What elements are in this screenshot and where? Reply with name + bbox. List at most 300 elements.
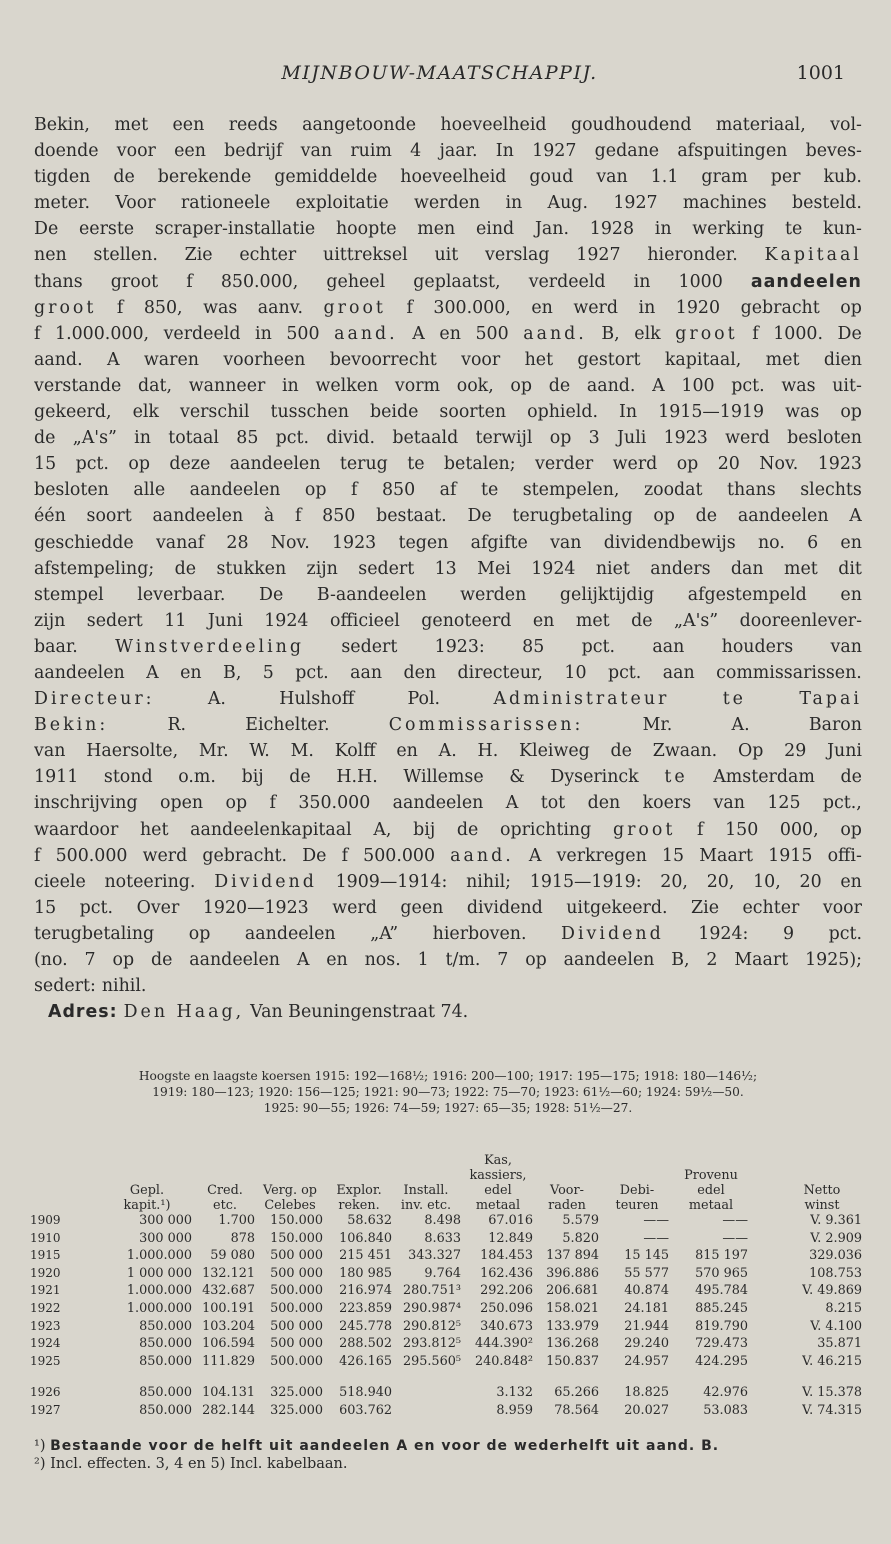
word: op — [653, 506, 675, 527]
table-cell: 8.959 — [496, 1402, 533, 1418]
word: 1927 — [576, 245, 621, 266]
word: In — [619, 402, 638, 423]
table-cell: 35.871 — [817, 1336, 862, 1352]
word: 500 — [286, 323, 320, 344]
word: aandeelenkapitaal — [190, 819, 352, 840]
word: kun- — [823, 219, 862, 240]
word: 28 — [226, 532, 249, 553]
koersen-block — [34, 1068, 862, 1116]
word: Hulshoff — [279, 689, 355, 710]
table-cell: 280.751³ — [402, 1283, 461, 1299]
table-cell: 100.191 — [202, 1300, 255, 1316]
table-cell: 137 894 — [546, 1248, 599, 1264]
koers-line: 1925: 90—55; 1926: 74—59; 1927: 65—35; 1928: 51½—27. — [263, 1101, 633, 1115]
word: B, — [601, 323, 620, 344]
word: 1 — [417, 950, 429, 970]
word: 20, — [660, 871, 688, 892]
word: geen — [400, 897, 444, 918]
word: afstempeling; — [34, 558, 155, 579]
text-line — [34, 973, 862, 999]
word: was — [781, 375, 816, 396]
word: Amsterdam — [713, 767, 815, 788]
word: te — [480, 480, 499, 501]
word: A — [106, 349, 120, 370]
word: 1915—1919 — [658, 402, 765, 423]
text-line — [34, 764, 862, 790]
word: uit — [434, 245, 459, 266]
table-cell: V. 2.909 — [810, 1230, 862, 1246]
word: 1000. — [773, 323, 823, 344]
word: verslag — [485, 245, 550, 266]
table-row — [30, 1248, 862, 1266]
word: verkregen — [556, 845, 647, 866]
word: f — [341, 845, 348, 866]
word: hoeveelheid — [440, 115, 547, 135]
word: 1923 — [817, 454, 862, 475]
word: werden — [413, 193, 481, 214]
word: 1928 — [589, 219, 635, 240]
word: op — [676, 454, 699, 475]
table-cell: 3.132 — [496, 1385, 533, 1401]
word: pct., — [822, 793, 862, 814]
word: A — [652, 375, 665, 396]
word: besloten — [34, 480, 109, 501]
table-cell: 518.940 — [339, 1385, 392, 1401]
table-row — [30, 1301, 862, 1319]
table-cell: —— — [722, 1213, 748, 1228]
word: aandeelen — [189, 950, 280, 970]
footnotes — [34, 1437, 862, 1473]
word: den — [587, 793, 621, 814]
word: voor — [461, 349, 501, 370]
word: sedert — [341, 636, 398, 657]
word: 10 — [564, 662, 587, 683]
word: houders — [721, 636, 794, 657]
word: verstande — [34, 375, 122, 396]
word: gekeerd, — [34, 402, 112, 423]
table-cell: 340.673 — [480, 1318, 533, 1334]
table-cell: 162.436 — [480, 1265, 533, 1281]
word: f — [34, 845, 41, 866]
table-cell: 1.000.000 — [126, 1283, 192, 1299]
word: Dividend — [214, 871, 317, 892]
word: berekende — [157, 167, 252, 188]
word: 7 — [497, 950, 509, 970]
table-cell: 495.784 — [695, 1283, 748, 1299]
table-cell: 325.000 — [270, 1402, 323, 1418]
text-line — [34, 295, 862, 321]
table-cell: 500 000 — [270, 1248, 323, 1264]
word: W. — [249, 741, 270, 762]
table-cell: 570 965 — [695, 1265, 748, 1281]
adres-part: Van Beuningenstraat 74. — [250, 1002, 469, 1023]
table-cell: 295.560⁵ — [402, 1353, 461, 1369]
word: De — [34, 219, 59, 240]
word: werking — [692, 219, 765, 240]
word: afgestempeld — [687, 584, 807, 605]
word: betalen; — [443, 454, 516, 475]
word: 2 — [706, 950, 718, 970]
word: 15 — [34, 454, 57, 475]
word: aandeelen — [229, 454, 321, 475]
word: dooreenlever- — [739, 610, 862, 631]
word: 1924 — [531, 558, 576, 579]
page-number: 1001 — [796, 62, 845, 84]
word: Mei — [477, 558, 511, 579]
word: de — [610, 741, 632, 762]
table-cell: 815 197 — [695, 1248, 748, 1264]
word: af — [439, 480, 457, 501]
text-line — [34, 399, 862, 425]
word: kub. — [823, 167, 862, 188]
word: Zie — [691, 897, 719, 918]
table-cell: 282.144 — [202, 1402, 255, 1418]
word: „A's” — [674, 610, 719, 631]
word: Juli — [617, 428, 647, 449]
table-cell: 150.837 — [546, 1353, 599, 1369]
word: bestaat. — [376, 506, 447, 527]
word: van — [713, 793, 745, 814]
text-line — [34, 451, 862, 477]
word: aand. — [450, 845, 514, 866]
word: was — [785, 402, 820, 423]
word: f — [351, 480, 358, 501]
word: doende — [34, 141, 99, 162]
word: op — [188, 923, 211, 944]
word: 20 — [717, 454, 740, 475]
text-line — [34, 138, 862, 164]
word: inschrijving — [34, 793, 138, 814]
word: geplaatst, — [413, 271, 501, 292]
word: op — [525, 950, 547, 970]
table-cell: 293.812⁵ — [402, 1336, 461, 1352]
word: eind — [476, 219, 515, 240]
word: uitgekeerd. — [566, 897, 668, 918]
word: Tapai — [799, 689, 862, 710]
word: A — [528, 845, 542, 866]
word: in — [633, 271, 651, 292]
word: gedane — [594, 141, 660, 162]
word: aangetoonde — [302, 115, 416, 135]
text-line — [34, 477, 862, 503]
table-cell: 850.000 — [139, 1385, 192, 1401]
word: 20 — [799, 871, 822, 892]
table-cell: 343.327 — [408, 1248, 461, 1264]
word: oprichting — [499, 819, 592, 840]
word: werd — [725, 428, 770, 449]
word: en — [840, 532, 862, 553]
table-row — [30, 1266, 862, 1284]
word: commissarissen. — [716, 662, 862, 683]
word: op — [549, 428, 572, 449]
word: elk — [132, 402, 159, 423]
adres-part: Den Haag, — [123, 1002, 245, 1023]
word: 3 — [588, 428, 600, 449]
word: pct. — [828, 923, 862, 944]
word: Aug. — [547, 193, 588, 214]
word: soorten — [439, 402, 507, 423]
word: aanv. — [257, 297, 304, 318]
word: een — [172, 115, 205, 135]
word: voorheen — [223, 349, 306, 370]
word: 1923 — [663, 428, 708, 449]
row-year: 1927 — [30, 1402, 61, 1417]
word: 1925); — [805, 950, 862, 970]
text-line — [34, 712, 862, 738]
word: met — [765, 349, 800, 370]
word: dividendbewijs — [603, 532, 736, 553]
word: werd — [573, 297, 618, 318]
word: Jan. — [534, 219, 570, 240]
word: 100 — [681, 375, 715, 396]
word: op — [304, 480, 327, 501]
table-cell: 500 000 — [270, 1265, 323, 1281]
word: 150 — [725, 819, 759, 840]
word: 1924: — [698, 923, 749, 944]
word: 4 — [410, 141, 422, 162]
word: stempel — [34, 584, 104, 605]
word: 1000 — [678, 271, 723, 292]
word: hierboven. — [432, 923, 527, 944]
column-header: Explor. reken. — [336, 1183, 382, 1213]
word: goudhoudend — [570, 115, 692, 135]
word: f — [186, 271, 193, 292]
word: uit- — [832, 375, 862, 396]
text-line — [34, 608, 862, 634]
word: A. — [731, 715, 750, 736]
table-row — [30, 1213, 862, 1231]
word: Commissarissen: — [388, 715, 584, 736]
table-cell: 292.206 — [480, 1283, 533, 1299]
word: Winstverdeeling — [115, 636, 305, 657]
word: aandeelen — [392, 793, 484, 814]
word: het — [524, 349, 554, 370]
word: aand. — [34, 349, 83, 370]
table-cell: 850.000 — [139, 1318, 192, 1334]
text-line — [34, 556, 862, 582]
word: men — [417, 219, 456, 240]
table-cell: 180 985 — [339, 1265, 392, 1281]
word: ophield. — [527, 402, 599, 423]
word: tigden — [34, 167, 91, 188]
table-cell: 8.633 — [424, 1230, 461, 1246]
row-year: 1920 — [30, 1265, 61, 1280]
text-line — [34, 843, 862, 869]
table-cell: 885.245 — [695, 1300, 748, 1316]
word: Voor — [115, 193, 156, 214]
footnote-text: Incl. effecten. 3, 4 en 5) Incl. kabelbaan. — [50, 1456, 348, 1472]
word: pct. — [275, 428, 310, 449]
table-cell: V. 4.100 — [810, 1318, 862, 1334]
word: Kolff — [334, 741, 376, 762]
table-row — [30, 1283, 862, 1301]
table-cell: 108.753 — [809, 1265, 862, 1281]
word: Kapitaal — [764, 245, 862, 266]
word: en — [531, 297, 553, 318]
word: op — [128, 454, 150, 475]
word: aan — [652, 636, 685, 657]
word: pct. — [79, 897, 114, 918]
word: f — [406, 297, 413, 318]
word: bevoorrecht — [329, 349, 437, 370]
word: ook, — [456, 375, 494, 396]
table-row — [30, 1354, 862, 1372]
table-cell: 432.687 — [202, 1283, 255, 1299]
table-cell: 104.131 — [202, 1385, 255, 1401]
table-cell: 8.498 — [424, 1213, 461, 1228]
row-year: 1924 — [30, 1336, 61, 1351]
table-row — [30, 1385, 862, 1403]
word: beide — [369, 402, 419, 423]
text-line — [34, 738, 862, 764]
word: t/m. — [445, 950, 481, 970]
word: Willemse — [403, 767, 484, 788]
table-cell: 133.979 — [546, 1318, 599, 1334]
word: 300.000, — [433, 297, 511, 318]
table-header — [30, 1137, 862, 1213]
table-cell: 9.764 — [424, 1265, 461, 1281]
table-cell: —— — [643, 1230, 669, 1246]
word: 125 — [767, 793, 801, 814]
word: nihil; — [466, 871, 512, 892]
table-cell: 15 145 — [624, 1248, 669, 1264]
word: o.m. — [178, 767, 216, 788]
word: tusschen — [270, 402, 349, 423]
word: A — [849, 506, 862, 527]
table-cell: 20.027 — [624, 1402, 669, 1418]
word: 500 — [475, 323, 509, 344]
word: en — [840, 584, 862, 605]
table-cell: 329.036 — [809, 1248, 862, 1264]
text-line — [34, 373, 862, 399]
word: directeur, — [457, 662, 543, 683]
word: besloten — [787, 428, 862, 449]
word: 1915—1919: — [529, 871, 642, 892]
word: van — [300, 141, 333, 162]
word: „A” — [370, 923, 399, 944]
word: 850 — [381, 480, 416, 501]
word: Dividend — [561, 923, 664, 944]
word: pct. — [295, 662, 329, 683]
word: officieel — [329, 610, 400, 631]
page-header — [34, 62, 845, 88]
word: de — [113, 167, 135, 188]
word: gestort — [577, 349, 641, 370]
word: sedert: — [34, 976, 96, 997]
table-cell: 878 — [230, 1230, 255, 1246]
word: open — [160, 793, 204, 814]
word: zoodat — [643, 480, 703, 501]
word: slechts — [800, 480, 862, 501]
word: het — [139, 819, 169, 840]
word: terug — [339, 454, 388, 475]
word: thans — [34, 271, 83, 292]
table-cell: 500 000 — [270, 1336, 323, 1352]
text-line — [34, 321, 862, 347]
word: dit — [838, 558, 862, 579]
row-year: 1922 — [30, 1300, 61, 1315]
column-header: Verg. op Celebes — [263, 1183, 317, 1213]
table-row — [30, 1231, 862, 1249]
word: De — [837, 323, 862, 344]
word: 850.000, — [220, 271, 299, 292]
word: materiaal, — [715, 115, 806, 135]
word: terwijl — [475, 428, 533, 449]
word: en — [326, 950, 348, 970]
table-cell: 426.165 — [339, 1353, 392, 1369]
table-cell: V. 15.378 — [802, 1385, 862, 1401]
footnote-text: Bestaande voor de helft uit aandeelen A en voor de wederhelft uit aand. B. — [50, 1438, 720, 1454]
table-row — [30, 1336, 862, 1354]
row-year: 1925 — [30, 1353, 61, 1368]
footnote-mark: ²) — [34, 1456, 51, 1472]
word: vorm — [394, 375, 441, 396]
table-cell: —— — [643, 1213, 669, 1228]
word: 1923: — [434, 636, 485, 657]
word: Baron — [808, 715, 862, 736]
table-cell: 1 000 000 — [126, 1265, 192, 1281]
word: werd — [612, 454, 658, 475]
word: verdeeld — [163, 323, 241, 344]
word: 1923 — [331, 532, 377, 553]
word: exploitatie — [295, 193, 389, 214]
word: gram — [701, 167, 748, 188]
word: scraper-installatie — [154, 219, 316, 240]
column-header: Cred. etc. — [207, 1183, 243, 1213]
word: Directeur: — [34, 689, 155, 710]
table-cell: 245.778 — [339, 1318, 392, 1334]
footnote — [34, 1455, 862, 1473]
table-cell: 1.000.000 — [126, 1300, 192, 1316]
word: op — [112, 950, 135, 970]
row-year: 1921 — [30, 1283, 61, 1298]
word: hoeveelheid — [400, 167, 507, 188]
table-cell: 55 577 — [624, 1265, 669, 1281]
word: terugbetaling — [512, 506, 633, 527]
word: en — [439, 323, 461, 344]
table-row — [30, 1319, 862, 1337]
word: vol- — [830, 115, 862, 135]
word: elk — [634, 323, 661, 344]
word: zijn — [34, 610, 66, 631]
text-line — [34, 216, 862, 242]
word: wanneer — [188, 375, 266, 396]
text-line — [34, 790, 862, 816]
word: en — [396, 741, 418, 762]
text-line — [34, 817, 862, 843]
word: 15 — [661, 845, 685, 866]
word: 500.000 — [363, 845, 436, 866]
word: beves- — [805, 141, 862, 162]
word: geheel — [326, 271, 386, 292]
word: te — [722, 689, 746, 710]
table-cell: 184.453 — [480, 1248, 533, 1264]
adres-line — [34, 999, 862, 1025]
word: de — [174, 558, 197, 579]
word: deze — [169, 454, 211, 475]
word: anders — [650, 558, 711, 579]
word: pct. — [75, 454, 109, 475]
table-cell: —— — [722, 1230, 748, 1246]
word: A, — [373, 819, 392, 840]
word: de — [150, 950, 173, 970]
word: op — [840, 297, 862, 318]
word: 15 — [34, 897, 57, 918]
word: Juni — [827, 741, 862, 762]
word: verder — [535, 454, 594, 475]
word: de — [34, 428, 56, 449]
word: Mr. — [198, 741, 229, 762]
